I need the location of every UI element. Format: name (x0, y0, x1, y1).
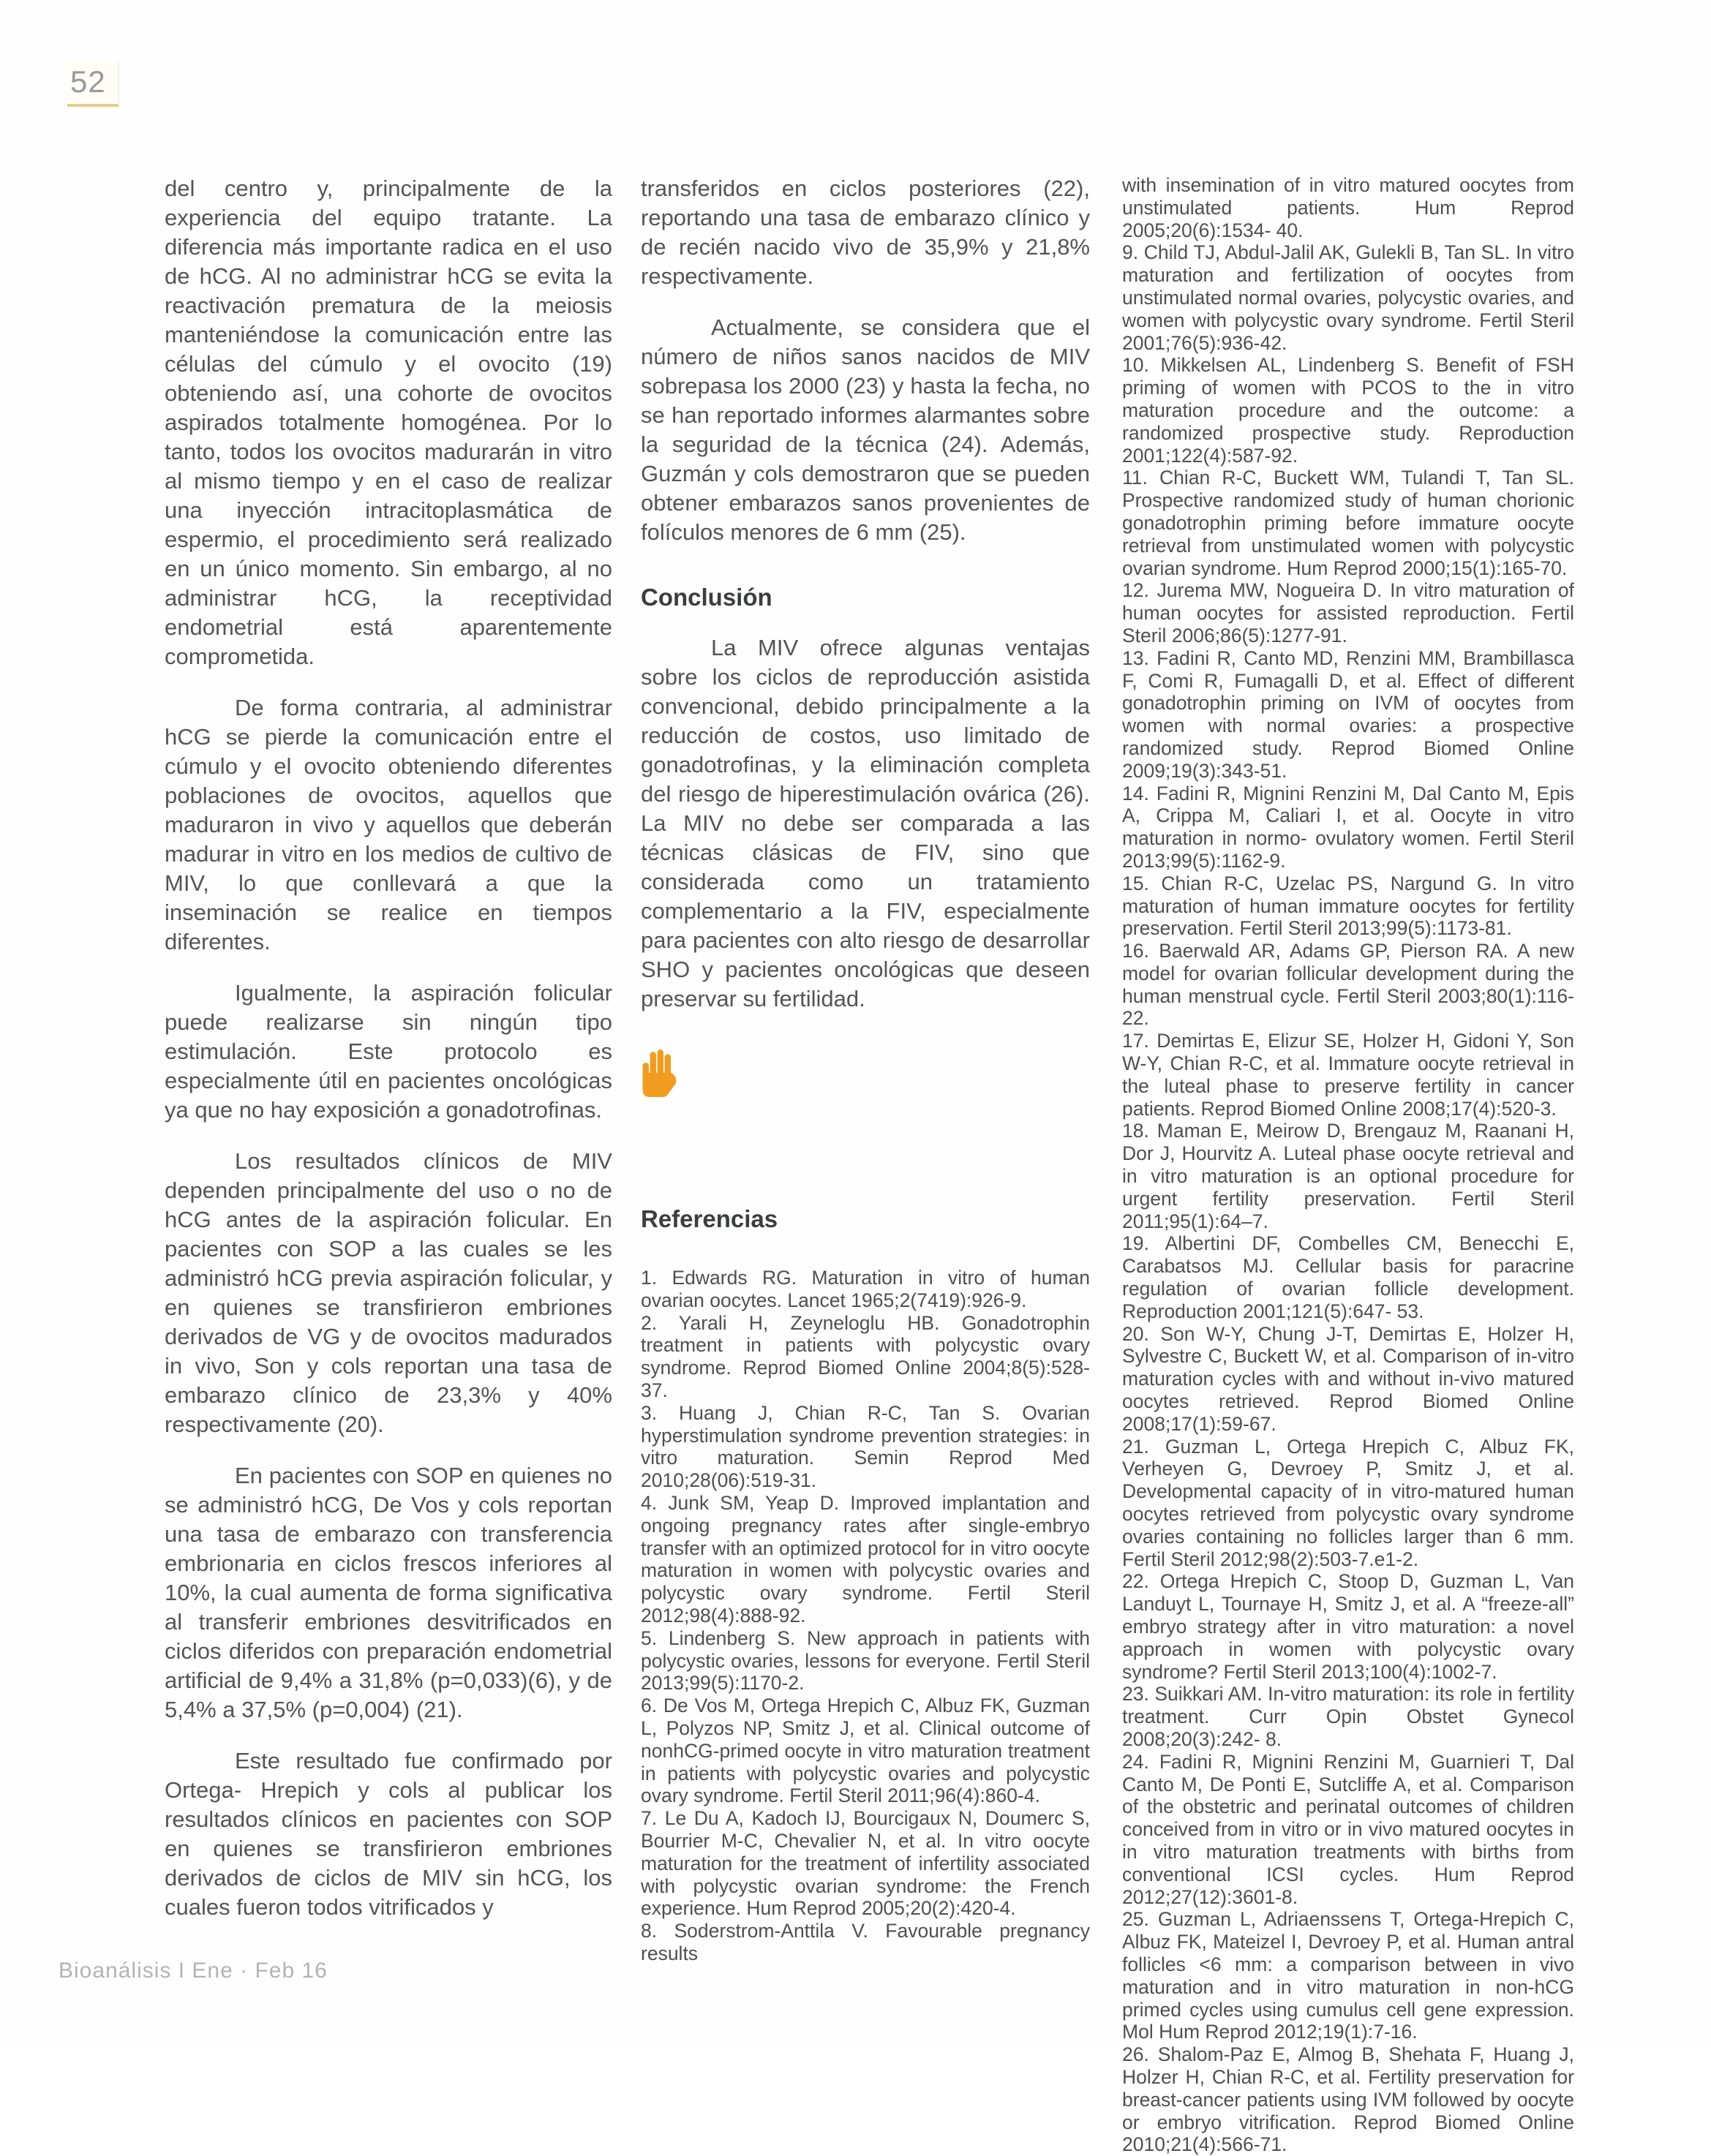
journal-footer: Bioanálisis I Ene · Feb 16 (59, 1959, 328, 1983)
reference-item: 8. Soderstrom-Anttila V. Favourable pregnancy results (641, 1920, 1090, 1964)
references-heading: Referencias (641, 1205, 778, 1232)
reference-item: 13. Fadini R, Canto MD, Renzini MM, Brambillasca F, Comi R, Fumagalli D, et al. Effect of different gonadotrophin priming on IVM of oocytes from women with normal ovaries: a prospective randomized study. Reprod Biomed Online 2009;19(3):343-51. (1122, 647, 1574, 782)
reference-item: 21. Guzman L, Ortega Hrepich C, Albuz FK, Verheyen G, Devroey P, Smitz J, et al. Developmental capacity of in vitro-matured human oocytes retrieved from polycystic ovary syndrome ovaries containing no follicles larger than 6 mm. Fertil Steril 2012;98(2):503-7.e1-2. (1122, 1435, 1574, 1570)
reference-item: 16. Baerwald AR, Adams GP, Pierson RA. A new model for ovarian follicular development during the human menstrual cycle. Fertil Steril 2003;80(1):116-22. (1122, 940, 1574, 1030)
column-3 (1122, 174, 1574, 2156)
body-paragraph: Igualmente, la aspiración folicular puede realizarse sin ningún tipo estimulación. Este protocolo es especialmente útil en pacientes oncológicas ya que no hay exposición a gonadotrofinas. (165, 980, 612, 1123)
body-paragraph: En pacientes con SOP en quienes no se administró hCG, De Vos y cols reportan una tasa de embarazo con transferencia embrionaria en ciclos frescos inferiores al 10%, la cual aumenta de forma significativa al transferir embriones desvitrificados en ciclos diferidos con preparación endometrial artificial de 9,4% a 31,8% (p=0,033)(6), y de 5,4% a 37,5% (p=0,004) (21). (165, 1463, 612, 1722)
reference-item: 24. Fadini R, Mignini Renzini M, Guarnieri T, Dal Canto M, De Ponti E, Sutcliffe A, et al. Comparison of the obstetric and perinatal outcomes of children conceived from in vitro or in vivo matured oocytes in in vitro maturation treatments with births from conventional ICSI cycles. Hum Reprod 2012;27(12):3601-8. (1122, 1750, 1574, 1908)
reference-item: 2. Yarali H, Zeyneloglu HB. Gonadotrophin treatment in patients with polycystic ovary syndrome. Reprod Biomed Online 2004;8(5):528-37. (641, 1311, 1090, 1401)
reference-item: 6. De Vos M, Ortega Hrepich C, Albuz FK, Guzman L, Polyzos NP, Smitz J, et al. Clinical outcome of nonhCG-primed oocyte in vitro maturation treatment in patients with polycystic ovaries and polycystic ovary syndrome. Fertil Steril 2011;96(4):860-4. (641, 1695, 1090, 1807)
reference-item: 9. Child TJ, Abdul-Jalil AK, Gulekli B, Tan SL. In vitro maturation and fertilization of oocytes from unstimulated normal ovaries, polycystic ovaries, and women with polycystic ovary syndrome. Fertil Steril 2001;76(5):936-42. (1122, 241, 1574, 354)
reference-item: 19. Albertini DF, Combelles CM, Benecchi E, Carabatsos MJ. Cellular basis for paracrine regulation of ovarian follicle development. Reproduction 2001;121(5):647- 53. (1122, 1232, 1574, 1322)
body-paragraph: La MIV ofrece algunas ventajas sobre los ciclos de reproducción asistida convencional, debido principalmente a la reducción de costos, uso limitado de gonadotrofinas, y la eliminación completa del riesgo de hiperestimulación ovárica (26). La MIV no debe ser comparada a las técnicas clásicas de FIV, sino que considerada como un tratamiento complementario a la FIV, especialmente para pacientes con alto riesgo de desarrollar SHO y pacientes oncológicas que deseen preservar su fertilidad. (641, 635, 1090, 1011)
body-paragraph: Este resultado fue confirmado por Ortega- Hrepich y cols al publicar los resultados clínicos en pacientes con SOP en quienes se transfirieron embriones derivados de ciclos de MIV sin hCG, los cuales fueron todos vitrificados y (165, 1748, 612, 1920)
reference-item: 10. Mikkelsen AL, Lindenberg S. Benefit of FSH priming of women with PCOS to the in vitro maturation procedure and the outcome: a randomized prospective study. Reproduction 2001;122(4):587-92. (1122, 354, 1574, 467)
body-paragraph: transferidos en ciclos posteriores (22), reportando una tasa de embarazo clínico y de recién nacido vivo de 35,9% y 21,8% respectivamente. (641, 176, 1090, 289)
reference-item: 25. Guzman L, Adriaenssens T, Ortega-Hrepich C, Albuz FK, Mateizel I, Devroey P, et al. Human antral follicles <6 mm: a comparison between in vivo maturation and in vitro maturation in non-hCG primed cycles using cumulus cell gene expression. Mol Hum Reprod 2012;19(1):7-16. (1122, 1908, 1574, 2043)
references-list (1122, 174, 1574, 2156)
conclusion-paragraphs (641, 633, 1090, 1014)
reference-item: 12. Jurema MW, Nogueira D. In vitro maturation of human oocytes for assisted reproduction. Fertil Steril 2006;86(5):1277-91. (1122, 579, 1574, 647)
reference-item: 1. Edwards RG. Maturation in vitro of human ovarian oocytes. Lancet 1965;2(7419):926-9. (641, 1267, 1090, 1311)
body-paragraph: Actualmente, se considera que el número de niños sanos nacidos de MIV sobrepasa los 2000 (23) y hasta la fecha, no se han reportado informes alarmantes sobre la seguridad de la técnica (24). Además, Guzmán y cols demostraron que se pueden obtener embarazos sanos provenientes de folículos menores de 6 mm (25). (641, 314, 1090, 545)
reference-item: 4. Junk SM, Yeap D. Improved implantation and ongoing pregnancy rates after single-embryo transfer with an optimized protocol for in vitro oocyte maturation in women with polycystic ovaries and polycystic ovary syndrome. Fertil Steril 2012;98(4):888-92. (641, 1491, 1090, 1627)
reference-item: 14. Fadini R, Mignini Renzini M, Dal Canto M, Epis A, Crippa M, Caliari I, et al. Oocyte in vitro maturation in normo- ovulatory women. Fertil Steril 2013;99(5):1162-9. (1122, 782, 1574, 872)
column-2 (641, 174, 1090, 1965)
reference-item: 7. Le Du A, Kadoch IJ, Bourcigaux N, Doumerc S, Bourrier M-C, Chevalier N, et al. In vitro oocyte maturation for the treatment of infertility associated with polycystic ovarian syndrome: the French experience. Hum Reprod 2005;20(2):420-4. (641, 1807, 1090, 1920)
reference-item: 15. Chian R-C, Uzelac PS, Nargund G. In vitro maturation of human immature oocytes for fertility preservation. Fertil Steril 2013;99(5):1173-81. (1122, 872, 1574, 940)
reference-item: 18. Maman E, Meirow D, Brengauz M, Raanani H, Dor J, Hourvitz A. Luteal phase oocyte retrieval and in vitro maturation is an optional procedure for urgent fertility preservation. Fertil Steril 2011;95(1):64–7. (1122, 1120, 1574, 1232)
reference-item: 23. Suikkari AM. In-vitro maturation: its role in fertility treatment. Curr Opin Obstet Gynecol 2008;20(3):242- 8. (1122, 1683, 1574, 1750)
raised-hand-icon (641, 1049, 679, 1097)
reference-item: 5. Lindenberg S. New approach in patients with polycystic ovaries, lessons for everyone. Fertil Steril 2013;99(5):1170-2. (641, 1627, 1090, 1695)
page-number: 52 (67, 61, 119, 107)
body-paragraphs (165, 174, 612, 1922)
body-paragraph: Los resultados clínicos de MIV dependen principalmente del uso o no de hCG antes de la aspiración folicular. En pacientes con SOP a las cuales se les administró hCG previa aspiración folicular, y en quienes se transfirieron embriones derivados de VG y de ovocitos madurados in vivo, Son y cols reportan una tasa de embarazo clínico de 23,3% y 40% respectivamente (20). (165, 1148, 612, 1437)
reference-item: 20. Son W-Y, Chung J-T, Demirtas E, Holzer H, Sylvestre C, Buckett W, et al. Comparison of in-vitro maturation cycles with and without in-vivo matured oocytes retrieved. Reprod Biomed Online 2008;17(1):59-67. (1122, 1322, 1574, 1435)
references-list (641, 1267, 1090, 1965)
reference-item: with insemination of in vitro matured oocytes from unstimulated patients. Hum Reprod 2005;20(6):1534- 40. (1122, 174, 1574, 241)
reference-item: 11. Chian R-C, Buckett WM, Tulandi T, Tan SL. Prospective randomized study of human chorionic gonadotrophin priming before immature oocyte retrieval from unstimulated women with polycystic ovarian syndrome. Hum Reprod 2000;15(1):165-70. (1122, 467, 1574, 579)
body-paragraphs (641, 174, 1090, 547)
column-1 (165, 174, 612, 1944)
conclusion-heading: Conclusión (641, 584, 772, 611)
body-paragraph: De forma contraria, al administrar hCG se pierde la comunicación entre el cúmulo y el ovocito obteniendo diferentes poblaciones de ovocitos, aquellos que maduraron in vivo y aquellos que deberán madurar in vitro en los medios de cultivo de MIV, lo que conllevará a que la inseminación se realice en tiempos diferentes. (165, 695, 612, 954)
reference-item: 26. Shalom-Paz E, Almog B, Shehata F, Huang J, Holzer H, Chian R-C, et al. Fertility preservation for breast-cancer patients using IVM followed by oocyte or embryo vitrification. Reprod Biomed Online 2010;21(4):566-71. (1122, 2043, 1574, 2156)
reference-item: 22. Ortega Hrepich C, Stoop D, Guzman L, Van Landuyt L, Tournaye H, Smitz J, et al. A “freeze-all” embryo strategy after in vitro maturation: a novel approach in women with polycystic ovary syndrome? Fertil Steril 2013;100(4):1002-7. (1122, 1570, 1574, 1683)
reference-item: 17. Demirtas E, Elizur SE, Holzer H, Gidoni Y, Son W-Y, Chian R-C, et al. Immature oocyte retrieval in the luteal phase to preserve fertility in cancer patients. Reprod Biomed Online 2008;17(4):520-3. (1122, 1030, 1574, 1120)
body-paragraph: del centro y, principalmente de la experiencia del equipo tratante. La diferencia más importante radica en el uso de hCG. Al no administrar hCG se evita la reactivación prematura de la meiosis manteniéndose la comunicación entre las células del cúmulo y el ovocito (19) obteniendo así, una cohorte de ovocitos aspirados totalmente homogénea. Por lo tanto, todos los ovocitos madurarán in vitro al mismo tiempo y en el caso de realizar una inyección intracitoplasmática de espermio, el procedimiento será realizado en un único momento. Sin embargo, al no administrar hCG, la receptividad endometrial está aparentemente comprometida. (165, 176, 612, 669)
reference-item: 3. Huang J, Chian R-C, Tan S. Ovarian hyperstimulation syndrome prevention strategies: in vitro maturation. Semin Reprod Med 2010;28(06):519-31. (641, 1401, 1090, 1492)
